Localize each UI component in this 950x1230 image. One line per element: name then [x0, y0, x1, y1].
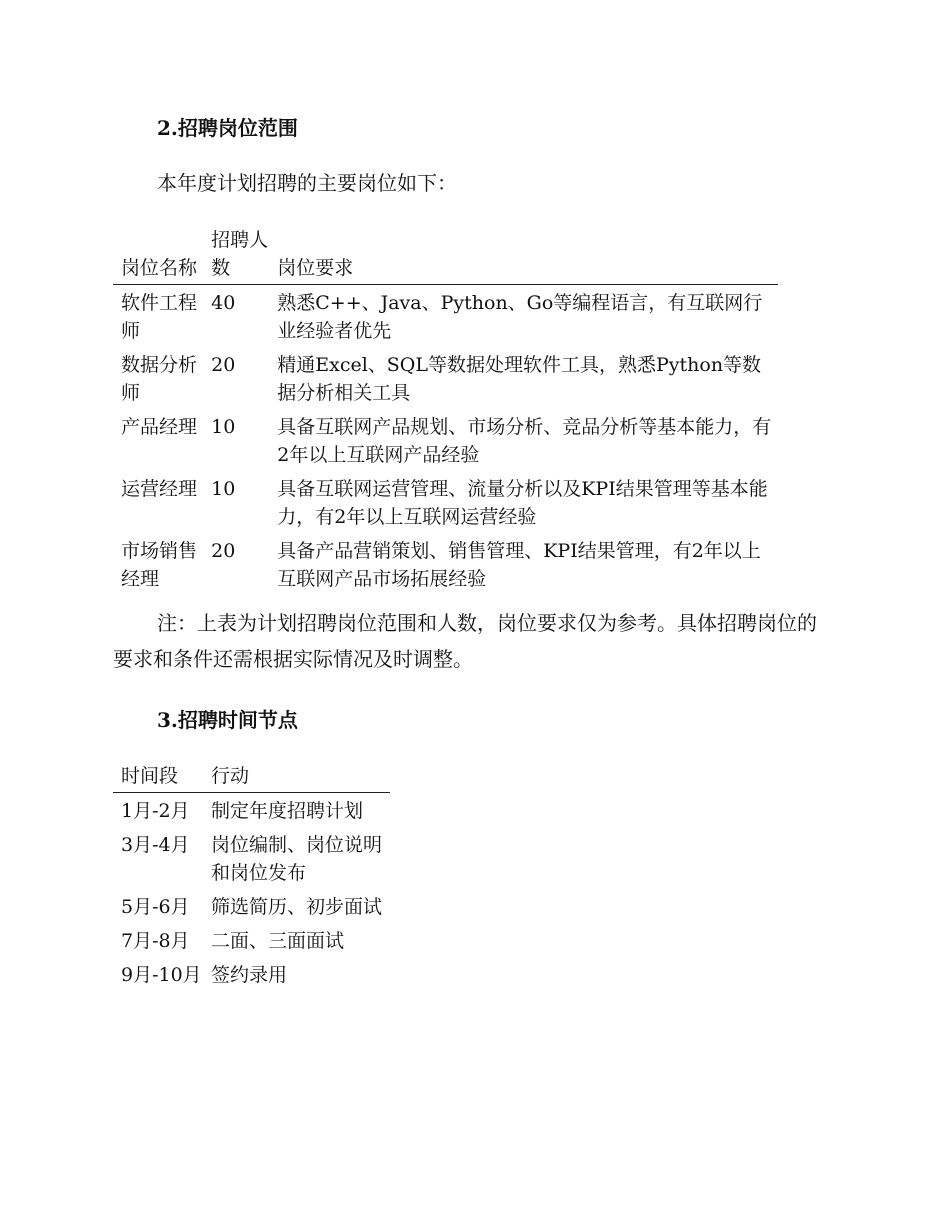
action: 筛选简历、初步面试 — [211, 896, 383, 918]
section-2-note: 注：上表为计划招聘岗位范围和人数，岗位要求仅为参考。具体招聘岗位的要求和条件还需根据实际情况及时调整。 — [113, 611, 817, 671]
header-headcount: 招聘人数 — [211, 229, 269, 279]
action: 签约录用 — [211, 964, 288, 986]
positions-table-header — [113, 226, 778, 285]
requirements: 熟悉C++、Java、Python、Go等编程语言，有互联网行业经验者优先 — [277, 292, 763, 342]
section-2-heading: 2.招聘岗位范围 — [157, 116, 298, 140]
header-action: 行动 — [211, 765, 250, 787]
header-position-name: 岗位名称 — [121, 257, 198, 279]
headcount: 10 — [211, 416, 236, 438]
table-row — [113, 825, 390, 887]
position-name: 市场销售经理 — [121, 540, 198, 590]
table-row — [113, 955, 390, 989]
positions-table — [113, 226, 778, 593]
table-row — [113, 345, 778, 407]
requirements: 具备互联网运营管理、流量分析以及KPI结果管理等基本能力，有2年以上互联网运营经验 — [277, 478, 768, 528]
time-period: 7月-8月 — [121, 930, 190, 952]
headcount: 10 — [211, 478, 236, 500]
table-row — [113, 407, 778, 469]
action: 岗位编制、岗位说明和岗位发布 — [211, 834, 383, 884]
position-name: 运营经理 — [121, 478, 198, 500]
requirements: 具备产品营销策划、销售管理、KPI结果管理，有2年以上互联网产品市场拓展经验 — [277, 540, 761, 590]
position-name: 产品经理 — [121, 416, 198, 438]
position-name: 软件工程师 — [121, 292, 198, 342]
header-requirements: 岗位要求 — [277, 257, 354, 279]
table-row — [113, 793, 390, 826]
table-row — [113, 887, 390, 921]
time-period: 1月-2月 — [121, 800, 190, 822]
time-period: 9月-10月 — [121, 964, 202, 986]
timeline-table — [113, 762, 390, 989]
requirements: 具备互联网产品规划、市场分析、竞品分析等基本能力，有2年以上互联网产品经验 — [277, 416, 772, 466]
action: 制定年度招聘计划 — [211, 800, 364, 822]
headcount: 20 — [211, 354, 236, 376]
requirements: 精通Excel、SQL等数据处理软件工具，熟悉Python等数据分析相关工具 — [277, 354, 762, 404]
headcount: 40 — [211, 292, 236, 314]
table-row — [113, 469, 778, 531]
time-period: 3月-4月 — [121, 834, 190, 856]
header-time-period: 时间段 — [121, 765, 179, 787]
section-2-intro: 本年度计划招聘的主要岗位如下： — [157, 171, 457, 195]
table-row — [113, 285, 778, 346]
timeline-table-header — [113, 762, 390, 793]
table-row — [113, 531, 778, 593]
section-3-heading: 3.招聘时间节点 — [157, 708, 298, 732]
time-period: 5月-6月 — [121, 896, 190, 918]
action: 二面、三面面试 — [211, 930, 345, 952]
position-name: 数据分析师 — [121, 354, 198, 404]
table-row — [113, 921, 390, 955]
headcount: 20 — [211, 540, 236, 562]
